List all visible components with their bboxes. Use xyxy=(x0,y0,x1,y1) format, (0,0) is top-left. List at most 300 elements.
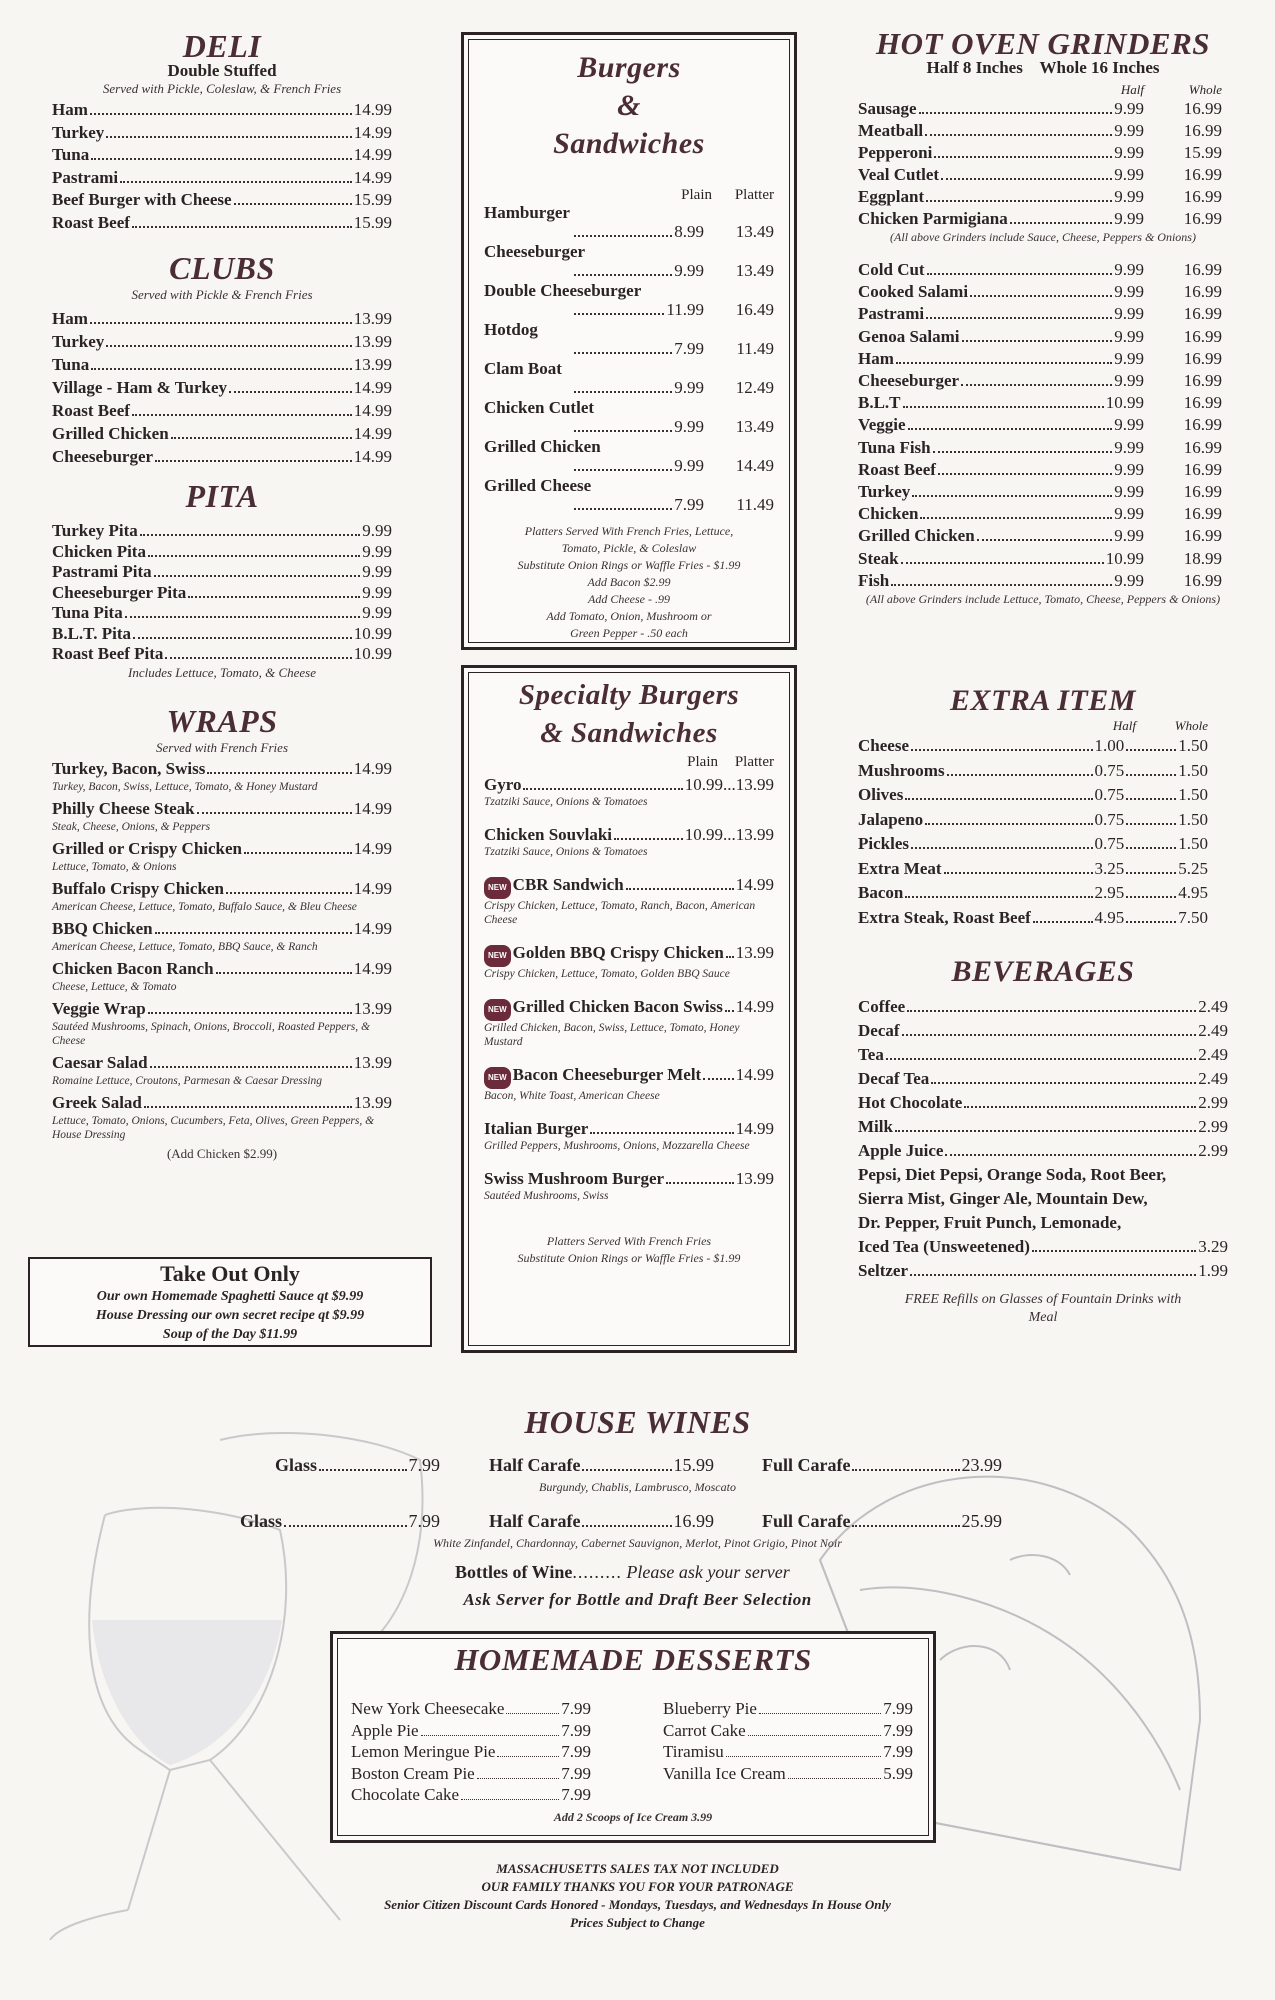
grinder-item xyxy=(858,303,1228,325)
pita-title: PITA xyxy=(185,478,259,514)
extra-item xyxy=(858,808,1228,833)
burger-item xyxy=(484,399,774,437)
item-price: 14.99 xyxy=(353,959,392,978)
specialty-item xyxy=(484,775,774,809)
item-prices xyxy=(484,339,774,359)
dot-leader xyxy=(1126,823,1176,825)
item-name: Beef Burger with Cheese xyxy=(52,190,232,209)
dot-leader xyxy=(582,1525,671,1527)
item-name: Tiramisu xyxy=(663,1742,724,1761)
beverages-soda xyxy=(858,1163,1228,1235)
dot-leader xyxy=(148,555,360,557)
dot-leader xyxy=(941,178,1112,180)
burgers-list xyxy=(484,204,774,515)
item-price-whole: 1.50 xyxy=(1178,834,1208,853)
burger-note: Platters Served With French Fries, Lettuce, xyxy=(524,524,734,538)
item-price-half: 0.75 xyxy=(1094,834,1125,853)
menu-item xyxy=(52,958,392,980)
wine-varieties: Burgundy, Chablis, Lambrusco, Moscato xyxy=(539,1480,736,1494)
item-price-whole: 16.99 xyxy=(1183,99,1222,118)
item-name: Grilled Cheese xyxy=(484,476,592,495)
specialty-row xyxy=(484,1119,774,1139)
item-price-whole: 16.99 xyxy=(1183,459,1222,479)
menu-item xyxy=(52,353,392,376)
item-name: Eggplant xyxy=(858,187,925,206)
burger-note: Tomato, Pickle, & Coleslaw xyxy=(561,541,697,555)
half-carafe-label: Half Carafe xyxy=(489,1455,581,1475)
grinder-item xyxy=(858,459,1228,481)
item-price-half: 10.99 xyxy=(1105,548,1144,568)
item-name: Roast Beef xyxy=(52,212,130,232)
menu-item xyxy=(52,1092,392,1114)
item-name: CBR Sandwich xyxy=(512,875,624,894)
item-name: Tuna Pita xyxy=(52,603,123,622)
item-price-half: 9.99 xyxy=(1114,121,1144,140)
wine-half-carafe xyxy=(489,1454,714,1476)
burger-item xyxy=(484,243,774,281)
dessert-item xyxy=(663,1698,913,1720)
dot-leader xyxy=(188,596,360,598)
menu-item xyxy=(52,1052,392,1074)
dot-leader xyxy=(574,495,672,510)
takeout-line: House Dressing our own secret recipe qt $9.99 xyxy=(95,1308,365,1323)
item-name: Swiss Mushroom Burger xyxy=(484,1169,665,1188)
item-description: Cheese, Lettuce, & Tomato xyxy=(52,981,177,993)
menu-item xyxy=(858,1115,1228,1139)
specialty-note: Substitute Onion Rings or Waffle Fries - $1.99 xyxy=(517,1251,741,1265)
item-price: 9.99 xyxy=(362,582,392,602)
item-description: Crispy Chicken, Lettuce, Tomato, Ranch, Bacon, American Cheese xyxy=(484,900,756,926)
item-price-half: 0.75 xyxy=(1094,785,1125,804)
burger-note: Add Tomato, Onion, Mushroom or xyxy=(546,609,712,623)
dot-leader xyxy=(961,384,1112,386)
wraps-title: WRAPS xyxy=(166,703,278,739)
specialty-item xyxy=(484,825,774,859)
menu-item xyxy=(52,583,392,604)
item-description: Sautéed Mushrooms, Spinach, Onions, Broccoli, Roasted Peppers, & Cheese xyxy=(52,1021,370,1047)
item-price-whole: 16.99 xyxy=(1183,371,1222,391)
item-price-half: 4.95 xyxy=(1094,907,1125,927)
item-price: 2.49 xyxy=(1198,1045,1228,1064)
item-name: Chicken Pita xyxy=(52,541,146,561)
full-carafe-price: 25.99 xyxy=(961,1511,1002,1531)
item-name: Double Cheeseburger xyxy=(484,281,642,300)
dot-leader xyxy=(977,539,1113,541)
dot-leader xyxy=(574,300,664,315)
item-name: Cooked Salami xyxy=(858,282,969,302)
grinder-item xyxy=(858,142,1228,164)
item-description: Turkey, Bacon, Swiss, Lettuce, Tomato, & Honey Mustard xyxy=(52,781,318,793)
menu-item xyxy=(52,798,392,820)
dot-leader xyxy=(1126,847,1176,849)
item-price-half: 9.99 xyxy=(1114,99,1144,118)
item-price-whole: 16.99 xyxy=(1183,209,1222,228)
dot-leader xyxy=(896,362,1112,364)
item-name: Chicken Bacon Ranch xyxy=(52,959,214,978)
dessert-item xyxy=(663,1720,913,1742)
menu-item xyxy=(52,422,392,445)
item-name: Chocolate Cake xyxy=(351,1785,460,1804)
footer-line-4: Prices Subject to Change xyxy=(570,1915,705,1930)
specialty-row xyxy=(484,1065,774,1089)
item-name: Roast Beef xyxy=(52,401,130,420)
item-price-half: 9.99 xyxy=(1114,143,1144,162)
dot-leader xyxy=(926,317,1112,319)
dessert-item xyxy=(351,1763,591,1785)
item-price-half: 9.99 xyxy=(1114,459,1144,479)
item-name: Extra Steak, Roast Beef xyxy=(858,907,1031,927)
item-price-half: 9.99 xyxy=(1114,187,1144,206)
item-name: Hotdog xyxy=(484,320,538,339)
footer-line-3: Senior Citizen Discount Cards Honored - Mondays, Tuesdays, and Wednesdays In House Only xyxy=(384,1897,891,1912)
item-price-half: 9.99 xyxy=(1114,304,1144,324)
menu-item xyxy=(52,838,392,860)
item-price: 13.99 xyxy=(353,355,392,374)
item-price-platter: 13.99 xyxy=(735,943,775,962)
item-price-platter: 13.49 xyxy=(735,222,774,241)
item-price: 9.99 xyxy=(362,603,392,622)
footer-line-2: OUR FAMILY THANKS YOU FOR YOUR PATRONAGE xyxy=(481,1879,794,1894)
burgers-title-1: Burgers xyxy=(577,51,681,84)
item-name: Sausage xyxy=(858,99,917,118)
item-price: 7.99 xyxy=(561,1785,591,1804)
desserts-list-right xyxy=(663,1698,913,1784)
dot-leader xyxy=(91,158,352,160)
menu-item xyxy=(52,878,392,900)
burger-item xyxy=(484,321,774,359)
grinder-item xyxy=(858,98,1228,120)
burger-item xyxy=(484,282,774,320)
dot-leader xyxy=(1126,798,1176,800)
extra-item xyxy=(858,906,1228,931)
grinder-item xyxy=(858,164,1228,186)
dot-leader xyxy=(907,1010,1196,1012)
item-description: Grilled Peppers, Mushrooms, Onions, Mozzarella Cheese xyxy=(484,1140,750,1152)
dessert-item xyxy=(351,1741,591,1763)
burger-note: Green Pepper - .50 each xyxy=(570,626,688,640)
full-carafe-label: Full Carafe xyxy=(762,1511,851,1531)
item-name: Village - Ham & Turkey xyxy=(52,378,228,397)
new-badge: NEW xyxy=(484,999,511,1021)
beverages-note: FREE Refills on Glasses of Fountain Drinks with Meal xyxy=(904,1292,1182,1325)
wraps-list xyxy=(52,758,392,1142)
specialty-row xyxy=(484,875,774,899)
item-name: Mushrooms xyxy=(858,760,945,780)
specialty-item xyxy=(484,997,774,1049)
item-price-plain: 11.99 xyxy=(666,300,704,319)
item-price: 15.99 xyxy=(353,190,392,209)
takeout-line: Soup of the Day $11.99 xyxy=(162,1327,298,1342)
specialty-item xyxy=(484,943,774,981)
dot-leader xyxy=(132,414,352,416)
sep: ... xyxy=(723,775,736,794)
beverages-seltzer xyxy=(858,1259,1228,1283)
item-name: Extra Meat xyxy=(858,858,942,878)
item-name: BBQ Chicken xyxy=(52,919,153,938)
wines-bottles-value: Please ask your server xyxy=(626,1562,790,1582)
specialty-list-wrap xyxy=(484,754,774,1267)
specialty-row xyxy=(484,1169,774,1189)
dot-leader xyxy=(523,788,682,790)
item-prices xyxy=(484,300,774,320)
dessert-item xyxy=(351,1784,591,1806)
half-carafe-price: 16.99 xyxy=(673,1511,714,1531)
item-price-half: 9.99 xyxy=(1114,165,1144,184)
takeout-title: Take Out Only xyxy=(160,1261,300,1286)
item-price: 7.99 xyxy=(883,1699,913,1718)
dot-leader xyxy=(207,772,351,774)
dot-leader xyxy=(626,888,734,890)
dot-leader xyxy=(725,1010,734,1012)
item-price: 15.99 xyxy=(353,212,392,232)
beverages-iced-tea xyxy=(858,1235,1228,1259)
item-description: Tzatziki Sauce, Onions & Tomatoes xyxy=(484,796,648,808)
item-name: Turkey Pita xyxy=(52,521,138,540)
item-price-whole: 4.95 xyxy=(1178,883,1208,902)
specialty-list xyxy=(484,775,774,1203)
item-price-whole: 18.99 xyxy=(1183,548,1222,568)
item-name: Grilled Chicken xyxy=(858,526,975,546)
clubs-title: CLUBS xyxy=(169,250,275,286)
item-name: Philly Cheese Steak xyxy=(52,799,195,818)
item-price-half: 9.99 xyxy=(1114,326,1144,346)
item-price: 10.99 xyxy=(353,623,392,643)
dessert-item xyxy=(663,1763,913,1785)
item-price-platter: 13.49 xyxy=(735,261,774,280)
item-name: Pickles xyxy=(858,834,909,853)
item-name: Blueberry Pie xyxy=(663,1699,757,1718)
item-price: 3.29 xyxy=(1198,1237,1228,1256)
wine-row xyxy=(0,1454,1275,1502)
specialty-item xyxy=(484,1065,774,1103)
burgers-notes xyxy=(484,523,774,642)
grinder-item xyxy=(858,414,1228,436)
item-name: Veal Cutlet xyxy=(858,165,940,184)
dot-leader xyxy=(155,460,352,462)
item-name: Seltzer xyxy=(858,1261,909,1280)
specialty-title-2: & Sandwiches xyxy=(540,717,718,749)
item-price-platter: 14.99 xyxy=(735,997,774,1016)
dot-leader xyxy=(925,823,1092,825)
item-price-plain: 9.99 xyxy=(674,456,704,475)
dot-leader xyxy=(891,584,1112,586)
item-price-platter: 16.49 xyxy=(735,300,774,319)
item-price: 7.99 xyxy=(561,1720,591,1740)
extra-list xyxy=(858,734,1228,930)
glass-label: Glass xyxy=(240,1511,283,1531)
dot-leader xyxy=(726,956,734,958)
burger-item xyxy=(484,204,774,242)
item-price-whole: 16.99 xyxy=(1183,393,1222,413)
item-name: Apple Juice xyxy=(858,1141,944,1160)
item-price-plain: 7.99 xyxy=(674,495,704,514)
item-price: 14.99 xyxy=(353,100,392,119)
item-price: 2.99 xyxy=(1198,1093,1228,1112)
grinders-note-2: (All above Grinders include Lettuce, Tomato, Cheese, Peppers & Onions) xyxy=(865,592,1221,607)
item-price: 5.99 xyxy=(883,1763,913,1783)
new-badge: NEW xyxy=(484,1067,511,1089)
dot-leader xyxy=(234,203,352,205)
desserts-list-left xyxy=(351,1698,591,1806)
item-name: Fish xyxy=(858,570,890,590)
burger-note: Add Bacon $2.99 xyxy=(587,575,671,589)
item-name: Bacon Cheeseburger Melt xyxy=(512,1065,702,1084)
burgers-title-3: Sandwiches xyxy=(553,127,705,160)
item-price: 14.99 xyxy=(353,799,392,818)
full-carafe-label: Full Carafe xyxy=(762,1455,851,1475)
dot-leader xyxy=(148,1012,352,1014)
item-price-platter: 13.99 xyxy=(735,1169,774,1188)
burgers-col-plain: Plain xyxy=(681,187,712,203)
pita-section xyxy=(52,478,392,681)
item-name: Greek Salad xyxy=(52,1093,142,1112)
item-name: Caesar Salad xyxy=(52,1053,148,1072)
extra-col-half: Half xyxy=(1112,718,1136,733)
item-name: Tuna xyxy=(52,355,90,374)
dot-leader xyxy=(927,273,1113,275)
item-price-whole: 1.50 xyxy=(1178,785,1208,804)
specialty-col-headers xyxy=(484,754,774,771)
item-name: Cold Cut xyxy=(858,260,925,279)
item-name: Ham xyxy=(52,100,88,119)
dot-leader xyxy=(165,657,351,659)
item-name: Golden BBQ Crispy Chicken xyxy=(512,943,724,962)
dot-leader xyxy=(574,339,672,354)
item-price: 1.99 xyxy=(1198,1261,1228,1280)
item-prices xyxy=(484,261,774,281)
dot-leader xyxy=(945,1154,1196,1156)
item-prices xyxy=(484,378,774,398)
item-price-half: 0.75 xyxy=(1094,809,1125,829)
menu-item xyxy=(858,1043,1228,1067)
item-price: 14.99 xyxy=(353,839,392,858)
item-price-half: 2.95 xyxy=(1094,883,1125,902)
beverages-list xyxy=(858,995,1228,1163)
item-name: Jalapeno xyxy=(858,809,924,829)
item-description: Steak, Cheese, Onions, & Peppers xyxy=(52,821,211,833)
menu-item xyxy=(52,445,392,468)
dot-leader xyxy=(911,749,1093,751)
item-price: 13.99 xyxy=(353,999,392,1018)
soda-line: Pepsi, Diet Pepsi, Orange Soda, Root Beer, xyxy=(858,1165,1167,1184)
item-name: Chicken Parmigiana xyxy=(858,209,1008,228)
dot-leader xyxy=(90,113,352,115)
item-price-whole: 16.99 xyxy=(1183,526,1222,546)
item-name: Grilled Chicken Bacon Swiss xyxy=(512,997,723,1016)
dessert-item xyxy=(663,1741,913,1763)
dot-leader xyxy=(133,637,352,639)
item-price-whole: 16.99 xyxy=(1183,348,1222,368)
specialty-box xyxy=(461,665,797,1353)
item-description: Lettuce, Tomato, Onions, Cucumbers, Feta, Olives, Green Peppers, & House Dressing xyxy=(52,1115,375,1141)
grinder-item xyxy=(858,326,1228,348)
dot-leader xyxy=(703,1078,734,1080)
item-price: 2.99 xyxy=(1198,1117,1228,1136)
item-name: Roast Beef Pita xyxy=(52,644,164,663)
dot-leader xyxy=(933,451,1113,453)
item-name: Coffee xyxy=(858,997,906,1016)
extra-section xyxy=(858,684,1228,930)
grinder-item xyxy=(858,186,1228,208)
dot-leader xyxy=(132,226,352,228)
item-name: Gyro xyxy=(484,775,522,794)
half-carafe-price: 15.99 xyxy=(673,1455,714,1475)
item-price-half: 9.99 xyxy=(1114,570,1144,590)
wraps-section xyxy=(52,703,392,1162)
menu-item xyxy=(52,167,392,190)
item-price-platter: 11.49 xyxy=(736,495,774,514)
item-name: Decaf xyxy=(858,1021,900,1040)
item-name: Turkey xyxy=(858,482,911,502)
specialty-col-plain: Plain xyxy=(687,754,718,770)
dot-leader xyxy=(926,200,1112,202)
burgers-title-2: & xyxy=(617,89,641,122)
menu-item xyxy=(52,998,392,1020)
item-price: 13.99 xyxy=(353,309,392,328)
item-name: Italian Burger xyxy=(484,1119,589,1138)
wines-bottles-label: Bottles of Wine xyxy=(455,1562,573,1582)
item-price-platter: 14.99 xyxy=(735,1065,774,1084)
takeout-line: Our own Homemade Spaghetti Sauce qt $9.99 xyxy=(96,1289,364,1304)
item-price: 14.99 xyxy=(353,401,392,420)
dot-leader xyxy=(461,1799,559,1800)
dot-leader xyxy=(1126,774,1176,776)
item-name: Apple Pie xyxy=(351,1720,419,1740)
dot-leader xyxy=(106,345,351,347)
dot-leader xyxy=(574,378,672,393)
item-price: 7.99 xyxy=(561,1742,591,1761)
item-price-half: 9.99 xyxy=(1114,437,1144,457)
dot-leader xyxy=(852,1469,959,1471)
dot-leader xyxy=(582,1469,671,1471)
menu-item xyxy=(52,330,392,353)
item-name: Clam Boat xyxy=(484,359,562,378)
deli-title: DELI xyxy=(182,28,262,64)
item-price-platter: 13.49 xyxy=(735,417,774,436)
item-description: Sautéed Mushrooms, Swiss xyxy=(484,1190,609,1202)
item-prices xyxy=(484,222,774,242)
item-price-whole: 15.99 xyxy=(1183,143,1222,162)
dot-leader xyxy=(931,1082,1196,1084)
dot-leader xyxy=(506,1713,559,1714)
item-price: 14.99 xyxy=(353,879,392,898)
menu-item xyxy=(52,624,392,645)
item-price: 9.99 xyxy=(362,541,392,561)
item-name: Genoa Salami xyxy=(858,326,960,346)
takeout-lines xyxy=(30,1287,430,1344)
menu-item xyxy=(858,1019,1228,1043)
specialty-row xyxy=(484,775,774,795)
grinders-list-1 xyxy=(858,98,1228,230)
item-description: Crispy Chicken, Lettuce, Tomato, Golden BBQ Sauce xyxy=(484,968,730,980)
item-price-whole: 16.99 xyxy=(1183,482,1222,502)
item-name: B.L.T. Pita xyxy=(52,623,132,643)
dot-leader xyxy=(120,181,352,183)
item-price-whole: 1.50 xyxy=(1178,809,1208,829)
wine-full-carafe xyxy=(762,1454,1002,1476)
dot-leader xyxy=(925,134,1112,136)
dot-leader xyxy=(852,1525,959,1527)
item-price: 14.99 xyxy=(353,759,392,778)
item-price-plain: 10.99 xyxy=(684,825,723,844)
item-price: 14.99 xyxy=(353,145,392,164)
dot-leader xyxy=(1010,222,1113,224)
grinder-item xyxy=(858,548,1228,570)
grinders-note-1: (All above Grinders include Sauce, Cheese, Peppers & Onions) xyxy=(890,230,1196,244)
item-name: Steak xyxy=(858,548,899,568)
desserts-title: HOMEMADE DESSERTS xyxy=(454,1642,812,1677)
grinders-section xyxy=(858,26,1228,607)
